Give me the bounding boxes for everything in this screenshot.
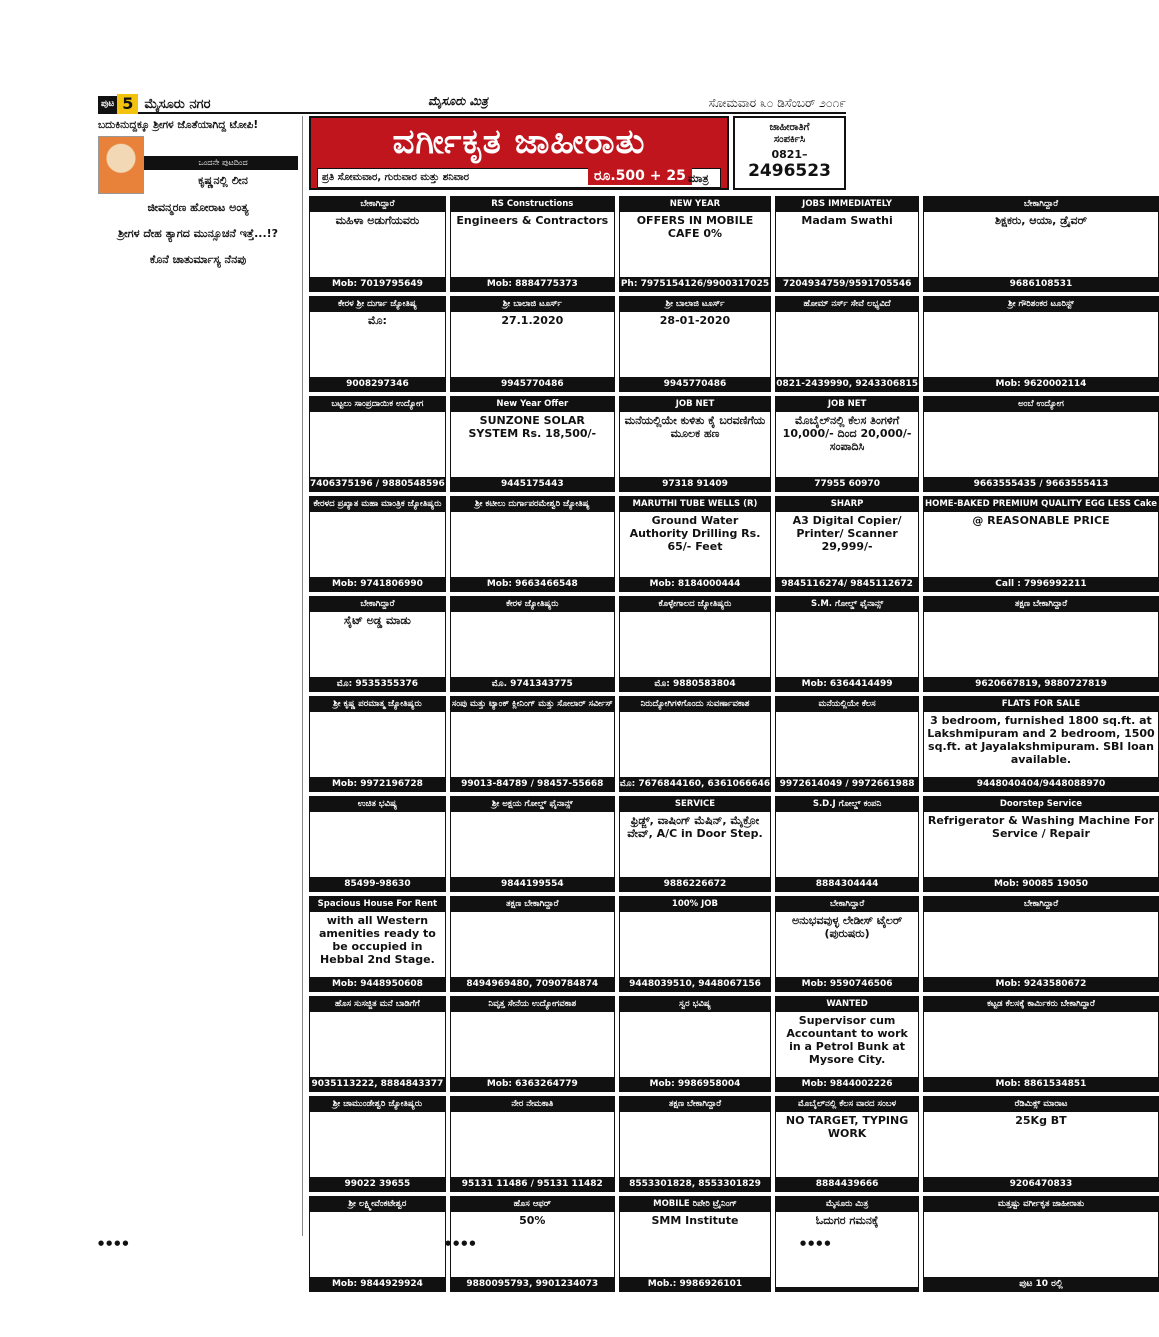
ad-body — [451, 912, 614, 977]
color-dots: ●●●● — [800, 1239, 833, 1247]
banner-strip — [317, 168, 721, 188]
classified-ad — [923, 296, 1159, 392]
ad-phone: Mob: 8884775373 — [451, 277, 614, 291]
classified-ad — [775, 396, 919, 492]
classified-ad — [923, 496, 1159, 592]
ad-title: MOBILE ರಿಪೇರಿ ಟ್ರೈನಿಂಗ್ — [620, 1197, 770, 1212]
news-headline: ಕೃಷ್ಣನಲ್ಲಿ ಲೀನ — [198, 174, 248, 188]
ad-phone: 9880095793, 9901234073 — [451, 1277, 614, 1291]
classified-ad — [450, 396, 615, 492]
classified-ad — [309, 596, 446, 692]
classified-ad — [309, 196, 446, 292]
ad-title: ಮೊಬೈಲ್‌ನಲ್ಲಿ ಕೆಲಸ ವಾರದ ಸಂಬಳ — [776, 1097, 918, 1112]
ads-grid — [309, 196, 1157, 1289]
ad-phone: Mob: 6364414499 — [776, 677, 918, 691]
ad-phone: 9945770486 — [620, 377, 770, 391]
continued-label: ಒಂದನೇ ಪುಟದಿಂದ — [98, 156, 298, 170]
classified-ad — [619, 1196, 771, 1292]
ad-phone: ಮೊ. 9741343775 — [451, 677, 614, 691]
classified-ad — [923, 796, 1159, 892]
ad-body — [310, 312, 445, 377]
color-dots: ●●●● — [445, 1239, 478, 1247]
classified-ad — [619, 196, 771, 292]
classified-ad — [619, 596, 771, 692]
classified-ad — [923, 196, 1159, 292]
classified-ad — [775, 996, 919, 1092]
ad-body — [776, 312, 918, 377]
ad-title: Doorstep Service — [924, 797, 1158, 812]
ad-body — [310, 412, 445, 477]
ad-phone: ಮೊ: 9880583804 — [620, 677, 770, 691]
ad-body — [620, 1112, 770, 1177]
ad-phone: 7406375196 / 9880548596 — [310, 479, 445, 489]
ad-title: ಕಟ್ಟಡ ಕೆಲಸಕ್ಕೆ ಕಾರ್ಮಿಕರು ಬೇಕಾಗಿದ್ದಾರೆ — [924, 997, 1158, 1012]
ad-body — [310, 612, 445, 677]
ad-phone: 95131 11486 / 95131 11482 — [451, 1177, 614, 1191]
ad-subtitle: SMM Institute — [651, 1214, 739, 1227]
ad-body — [620, 412, 770, 477]
ad-title: RS Constructions — [451, 197, 614, 212]
ad-body — [924, 1212, 1158, 1277]
ad-title: ಹೊಸ ಆಫರ್ — [451, 1197, 614, 1212]
ad-subtitle: Supervisor cum Accountant to work in a Petrol Bunk at Mysore City. — [786, 1014, 908, 1066]
classified-ad — [923, 596, 1159, 692]
contact-line1: ಜಾಹೀರಾತಿಗೆ — [769, 122, 810, 133]
contact-phone: 2496523 — [748, 161, 831, 181]
ad-body — [620, 812, 770, 877]
classified-ad — [309, 696, 446, 792]
ad-title: ರೆಡಿಮಿಕ್ಸ್ ಮಾರಾಟ — [924, 1097, 1158, 1112]
ad-body — [620, 912, 770, 977]
ad-subtitle: 25Kg BT — [1015, 1114, 1067, 1127]
ad-phone: Mob: 9590746506 — [776, 977, 918, 991]
classified-ad — [923, 696, 1159, 792]
ad-body — [924, 612, 1158, 677]
classified-ad — [450, 296, 615, 392]
ad-title: JOB NET — [776, 397, 918, 412]
ad-body — [776, 612, 918, 677]
ad-subtitle: Madam Swathi — [801, 214, 893, 227]
ad-phone — [776, 1287, 918, 1291]
ad-body — [776, 1112, 918, 1177]
issue-date: ಸೋಮವಾರ ೩೦ ಡಿಸೆಂಬರ್ ೨೦೧೯ — [708, 96, 846, 110]
ad-title: ಕೇರಳದ ಪ್ರಖ್ಯಾತ ಮಹಾ ಮಾಂತ್ರಿಕ ಜ್ಯೋತಿಷ್ಯರು — [310, 497, 445, 512]
ad-title: Spacious House For Rent — [310, 897, 445, 912]
ad-title: ಶ್ರೀ ಕೃಷ್ಣ ಪರಮಾತ್ಮ ಜ್ಯೋತಿಷ್ಯರು — [310, 697, 445, 712]
classified-ad — [309, 496, 446, 592]
classified-ad — [775, 196, 919, 292]
page-number: 5 — [117, 94, 138, 114]
classified-ad — [619, 796, 771, 892]
classified-ad — [450, 896, 615, 992]
color-dots: ●●●● — [98, 1239, 131, 1247]
ad-subtitle: ಓದುಗರ ಗಮನಕ್ಕೆ — [815, 1214, 879, 1227]
ad-body — [620, 1012, 770, 1077]
ad-body — [776, 1012, 918, 1077]
ad-phone: 99013-84789 / 98457-55668 — [451, 777, 614, 791]
ad-phone: 9686108531 — [924, 277, 1158, 291]
classified-ad — [309, 896, 446, 992]
ad-body — [451, 212, 614, 277]
ad-phone: Mob: 9972196728 — [310, 777, 445, 791]
classified-ad — [923, 1196, 1159, 1292]
ad-subtitle: NO TARGET, TYPING WORK — [785, 1114, 909, 1140]
ad-body — [924, 1112, 1158, 1177]
ad-title: ಸ್ವರ ಭವಿಷ್ಯ — [620, 997, 770, 1012]
classified-ad — [450, 1096, 615, 1192]
classified-ad — [775, 796, 919, 892]
ad-body — [776, 812, 918, 877]
ad-body — [924, 712, 1158, 777]
classified-ad — [309, 1196, 446, 1292]
banner-title: ವರ್ಗೀಕೃತ ಜಾಹೀರಾತು — [392, 122, 646, 162]
ad-body — [620, 1212, 770, 1277]
classified-ad — [619, 296, 771, 392]
ad-phone: ಪುಟ 10 ರಲ್ಲಿ — [924, 1277, 1158, 1291]
ad-phone: Mob: 9243580672 — [924, 977, 1158, 991]
ad-phone: 97318 91409 — [620, 477, 770, 491]
ad-title: ಉಚಿತ ಭವಿಷ್ಯ — [310, 797, 445, 812]
contact-line2: ಸಂಪರ್ಕಿಸಿ — [773, 134, 806, 145]
ad-subtitle: Refrigerator & Washing Machine For Service / Repair — [927, 814, 1155, 840]
ad-phone: Ph: 7975154126/9900317025 — [620, 279, 770, 289]
ad-body — [451, 612, 614, 677]
classified-ad — [775, 596, 919, 692]
ad-subtitle: 50% — [519, 1214, 546, 1227]
masthead: ಮೈಸೂರು ಮಿತ್ರ — [428, 94, 488, 108]
ad-title: ಶ್ರೀ ಲಕ್ಷ್ಮೀವೆಂಕಟೇಶ್ವರ — [310, 1197, 445, 1212]
ad-phone: 9972614049 / 9972661988 — [776, 777, 918, 791]
ad-phone: 77955 60970 — [776, 477, 918, 491]
classified-ad — [923, 896, 1159, 992]
ad-phone: 9445175443 — [451, 477, 614, 491]
ad-title: JOBS IMMEDIATELY — [776, 197, 918, 212]
ad-subtitle: ಶಿಕ್ಷಕರು, ಆಯಾ, ಡ್ರೈವರ್ — [994, 214, 1087, 227]
ad-body — [776, 512, 918, 577]
ad-title: New Year Offer — [451, 397, 614, 412]
ad-title: ಸಂಪು ಮತ್ತು ಟ್ಯಾಂಕ್ ಕ್ಲೀನಿಂಗ್ ಮತ್ತು ಸೋಲಾರ್ ಸರ್ವೀಸ್ — [451, 697, 614, 712]
ad-title: ನಿರುದ್ಯೋಗಿಗಳಿಗೊಂದು ಸುವರ್ಣಾವಕಾಶ — [620, 697, 770, 712]
ad-body — [776, 212, 918, 277]
ad-body — [924, 1012, 1158, 1077]
ad-body — [310, 1212, 445, 1277]
ad-phone: 8884304444 — [776, 877, 918, 891]
classified-ad — [450, 596, 615, 692]
ad-body — [451, 1012, 614, 1077]
classified-ad — [450, 996, 615, 1092]
ad-phone: 85499-98630 — [310, 877, 445, 891]
ad-phone: 8494969480, 7090784874 — [451, 977, 614, 991]
classified-ad — [309, 1096, 446, 1192]
ad-body — [310, 712, 445, 777]
ad-title: ಹೋಮ್ ನರ್ಸ್ ಸೇವೆ ಲಭ್ಯವಿದೆ — [776, 297, 918, 312]
ad-body — [776, 712, 918, 777]
portrait-photo — [98, 136, 144, 194]
ad-title: ಶ್ರೀ ಕಟೀಲು ದುರ್ಗಾಪರಮೇಶ್ವರಿ ಜ್ಯೋತಿಷ್ಯ — [451, 497, 614, 512]
ad-title: ಕೇರಳ ಶ್ರೀ ದುರ್ಗಾ ಜ್ಯೋತಿಷ್ಯ — [310, 297, 445, 312]
ad-title: ನೇರ ನೇಮಕಾತಿ — [451, 1097, 614, 1112]
ad-phone: Mob: 9448950608 — [310, 977, 445, 991]
ad-phone: Mob.: 9986926101 — [620, 1277, 770, 1291]
ad-body — [776, 912, 918, 977]
classified-ad — [309, 296, 446, 392]
ad-subtitle: ಮೊ: — [367, 314, 387, 327]
ad-body — [776, 412, 918, 477]
banner-price-suffix: ಮಾತ್ರ — [688, 172, 709, 185]
ad-phone: 8884439666 — [776, 1177, 918, 1191]
ad-title: ಬೇಕಾಗಿದ್ದಾರೆ — [310, 197, 445, 212]
ad-phone: Mob: 8861534851 — [924, 1077, 1158, 1091]
classified-ad — [619, 496, 771, 592]
ad-phone: 7204934759/9591705546 — [776, 277, 918, 291]
ad-body — [451, 312, 614, 377]
ad-body — [451, 812, 614, 877]
classified-ad — [775, 1096, 919, 1192]
ad-subtitle: Ground Water Authority Drilling Rs. 65/- Feet — [629, 514, 761, 553]
classified-ad — [775, 896, 919, 992]
banner-days: ಪ್ರತಿ ಸೋಮವಾರ, ಗುರುವಾರ ಮತ್ತು ಶನಿವಾರ — [322, 172, 470, 183]
ad-phone: Call : 7996992211 — [924, 577, 1158, 591]
ad-phone: 9035113222, 8884843377 — [311, 1079, 444, 1089]
news-body — [98, 215, 298, 223]
ad-title: ತಕ್ಷಣ ಬೇಕಾಗಿದ್ದಾರೆ — [451, 897, 614, 912]
page-tag — [98, 94, 210, 114]
contact-box — [733, 116, 846, 190]
ad-body — [620, 512, 770, 577]
ad-body — [924, 512, 1158, 577]
classified-ad — [450, 196, 615, 292]
classified-ad — [619, 996, 771, 1092]
ad-phone: ಮೊ: 7676844160, 6361066646 — [619, 779, 771, 789]
ad-subtitle: ಮೊಬೈಲ್‌ನಲ್ಲಿ ಕೆಲಸ ತಿಂಗಳಿಗೆ 10,000/- ದಿಂದ 20,000/- ಸಂಪಾದಿಸಿ — [782, 414, 912, 453]
ad-phone: 9945770486 — [451, 377, 614, 391]
ad-body — [620, 712, 770, 777]
ad-title: ಮೈಸೂರು ಮಿತ್ರ — [776, 1197, 918, 1212]
ad-title: ಕೊಳ್ಳೇಗಾಲದ ಜ್ಯೋತಿಷ್ಯರು — [620, 597, 770, 612]
ad-title: ತಕ್ಷಣ ಬೇಕಾಗಿದ್ದಾರೆ — [924, 597, 1158, 612]
news-column — [98, 116, 303, 1236]
ad-title: ಬೇಕಾಗಿದ್ದಾರೆ — [776, 897, 918, 912]
ad-phone: Mob: 9741806990 — [310, 577, 445, 591]
ad-subtitle: ಮನೆಯಲ್ಲಿಯೇ ಕುಳಿತು ಕೈ ಬರವಣಿಗೆಯ ಮೂಲಕ ಹಣ — [624, 414, 766, 440]
ad-body — [620, 612, 770, 677]
section-title: ಮೈಸೂರು ನಗರ — [144, 96, 211, 112]
ad-phone: 9448040404/9448088970 — [924, 777, 1158, 791]
ad-phone: Mob: 9663466548 — [451, 577, 614, 591]
ad-title: ನಿವೃತ್ತ ಸೇನೆಯ ಉದ್ಯೋಗವಕಾಶ — [451, 997, 614, 1012]
classified-ad — [619, 1096, 771, 1192]
ad-phone: 0821-2439990, 9243306815 — [776, 379, 918, 389]
classifieds-section — [309, 116, 1157, 1289]
ad-title: ಶ್ರೀ ಗೌರಿಶಂಕರ ಟೂರಿಸ್ಟ್ — [924, 297, 1158, 312]
ad-subtitle: with all Western amenities ready to be occupied in Hebbal 2nd Stage. — [319, 914, 436, 966]
ad-title: MARUTHI TUBE WELLS (R) — [620, 497, 770, 512]
ad-body — [924, 312, 1158, 377]
ad-title: ಅಂಬೆ ಉದ್ಯೋಗ — [924, 397, 1158, 412]
ad-body — [310, 812, 445, 877]
classified-ad — [775, 696, 919, 792]
ad-body — [924, 912, 1158, 977]
ad-title: SERVICE — [620, 797, 770, 812]
ad-title: ಹೊಸ ಸುಸಜ್ಜಿತ ಮನೆ ಬಾಡಿಗೆಗೆ — [310, 997, 445, 1012]
classified-ad — [619, 396, 771, 492]
ad-subtitle: 28-01-2020 — [659, 314, 731, 327]
ad-body — [310, 912, 445, 977]
ad-phone: ಮೊ: 9535355376 — [310, 677, 445, 691]
ad-phone: Mob: 9986958004 — [620, 1077, 770, 1091]
ad-body — [924, 412, 1158, 477]
ad-subtitle: ಫ್ರಿಡ್ಜ್, ವಾಷಿಂಗ್ ಮೆಷಿನ್, ಮೈಕ್ರೋ ವೇವ್, A/C in Door Step. — [627, 814, 763, 840]
ad-body — [451, 512, 614, 577]
classified-ad — [619, 896, 771, 992]
ad-title: ಬಟ್ಟಲು ಸಾಂಪ್ರದಾಯಿಕ ಉದ್ಯೋಗ — [310, 397, 445, 412]
news-headline: ಬದುಕಿನುದ್ದಕ್ಕೂ ಶ್ರೀಗಳ ಜೊತೆಯಾಗಿದ್ದ ಟೋಪಿ! — [98, 119, 259, 131]
ad-phone: 9206470833 — [924, 1177, 1158, 1191]
ad-title: S.D.J ಗೋಲ್ಡ್ ಕಂಪನಿ — [776, 797, 918, 812]
ad-title: ಶ್ರೀ ಅಕ್ಷಯ ಗೋಲ್ಡ್ ಫೈನಾನ್ಸ್ — [451, 797, 614, 812]
ad-phone: Mob: 7019795649 — [310, 277, 445, 291]
classified-ad — [450, 696, 615, 792]
ad-title: 100% JOB — [620, 897, 770, 912]
page-label: ಪುಟ — [98, 96, 117, 112]
ad-phone: Mob: 6363264779 — [451, 1077, 614, 1091]
ad-title: ಕೇರಳ ಜ್ಯೋತಿಷ್ಯರು — [451, 597, 614, 612]
classified-ad — [309, 996, 446, 1092]
news-headline: ಕೊನೆ ಚಾತುರ್ಮಾಸ್ಯ ನೆನಪು — [149, 253, 247, 267]
ad-subtitle: ಅನುಭವವುಳ್ಳ ಲೇಡೀಸ್ ಟೈಲರ್ (ಪುರುಷರು) — [791, 914, 903, 940]
ad-phone: 8553301828, 8553301829 — [620, 1177, 770, 1191]
ad-body — [310, 1112, 445, 1177]
classified-ad — [309, 396, 446, 492]
classified-ad — [923, 396, 1159, 492]
classified-ad — [923, 1096, 1159, 1192]
news-headline: ಶ್ರೀಗಳ ದೇಹ ತ್ಯಾಗದ ಮುನ್ಸೂಚನೆ ಇತ್ತೆ...!? — [117, 226, 279, 240]
ad-title: ಬೇಕಾಗಿದ್ದಾರೆ — [310, 597, 445, 612]
classified-ad — [309, 796, 446, 892]
ad-phone: 99022 39655 — [310, 1177, 445, 1191]
classified-ad — [775, 296, 919, 392]
classified-ad — [450, 496, 615, 592]
ad-body — [451, 1112, 614, 1177]
classified-ad — [450, 796, 615, 892]
ad-title: ಬೇಕಾಗಿದ್ದಾರೆ — [924, 897, 1158, 912]
ad-phone: 9886226672 — [620, 877, 770, 891]
ad-body — [776, 1212, 918, 1287]
classified-ad — [923, 996, 1159, 1092]
ad-phone: 9620667819, 9880727819 — [924, 677, 1158, 691]
ad-body — [924, 212, 1158, 277]
ad-title: ತಕ್ಷಣ ಬೇಕಾಗಿದ್ದಾರೆ — [620, 1097, 770, 1112]
news-body — [98, 241, 298, 249]
ad-title: ಮತ್ತಷ್ಟು ವರ್ಗೀಕೃತ ಜಾಹೀರಾತು — [924, 1197, 1158, 1212]
ad-subtitle: ಮಹಿಳಾ ಅಡುಗೆಯವರು — [335, 214, 420, 227]
ad-title: FLATS FOR SALE — [924, 697, 1158, 712]
ad-phone: Mob: 9620002114 — [924, 377, 1158, 391]
contact-line3: 0821– — [771, 148, 808, 161]
ad-title: SHARP — [776, 497, 918, 512]
ad-title: S.M. ಗೋಲ್ಡ್ ಫೈನಾನ್ಸ್ — [776, 597, 918, 612]
ad-title: ಶ್ರೀ ಬಾಲಾಜಿ ಟೂರ್ಸ್ — [620, 297, 770, 312]
ad-body — [924, 812, 1158, 877]
ad-title: ಮನೆಯಲ್ಲಿಯೇ ಕೆಲಸ — [776, 697, 918, 712]
ad-phone: 9448039510, 9448067156 — [620, 977, 770, 991]
ad-subtitle: 3 bedroom, furnished 1800 sq.ft. at Lakshmipuram and 2 bedroom, 1500 sq.ft. at Jayalakshmipuram. SBI loan available. — [927, 714, 1155, 766]
classified-ad — [775, 1196, 919, 1292]
ad-body — [451, 712, 614, 777]
ad-subtitle: @ REASONABLE PRICE — [972, 514, 1110, 527]
ad-phone: 9844199554 — [451, 877, 614, 891]
ad-title: ಶ್ರೀ ಬಾಲಾಜಿ ಟೂರ್ಸ್ — [451, 297, 614, 312]
ad-body — [310, 1012, 445, 1077]
ad-title: ಬೇಕಾಗಿದ್ದಾರೆ — [924, 197, 1158, 212]
ad-title: WANTED — [776, 997, 918, 1012]
ad-body — [620, 312, 770, 377]
ad-title: HOME-BAKED PREMIUM QUALITY EGG LESS Cake — [924, 497, 1158, 512]
classifieds-banner — [309, 116, 729, 190]
banner-price: ರೂ.500 + 25 — [588, 167, 692, 185]
page-header — [98, 94, 846, 114]
ad-subtitle: 27.1.2020 — [501, 314, 564, 327]
ad-phone: Mob: 90085 19050 — [924, 877, 1158, 891]
ad-title: ಶ್ರೀ ಚಾಮುಂಡೇಶ್ವರಿ ಜ್ಯೋತಿಷ್ಯರು — [310, 1097, 445, 1112]
ad-subtitle: Engineers & Contractors — [456, 214, 609, 227]
ad-title: JOB NET — [620, 397, 770, 412]
ad-phone: Mob: 8184000444 — [620, 577, 770, 591]
ad-phone: Mob: 9844929924 — [310, 1277, 445, 1291]
news-headline: ಜೀವನ್ಮರಣ ಹೋರಾಟ ಅಂತ್ಯ — [147, 200, 249, 214]
ad-body — [310, 212, 445, 277]
ad-body — [620, 212, 770, 277]
ad-subtitle: OFFERS IN MOBILE CAFE 0% — [636, 214, 754, 240]
ad-phone: Mob: 9844002226 — [776, 1077, 918, 1091]
ad-subtitle: ಸೈಟ್ ಅಡ್ಡ ಮಾಡು — [343, 614, 411, 627]
ad-body — [451, 412, 614, 477]
ad-body — [310, 512, 445, 577]
ad-subtitle: SUNZONE SOLAR SYSTEM Rs. 18,500/- — [468, 414, 597, 440]
classified-ad — [619, 696, 771, 792]
ad-title: NEW YEAR — [620, 197, 770, 212]
ad-subtitle: A3 Digital Copier/ Printer/ Scanner 29,999/- — [792, 514, 902, 553]
ad-phone: 9008297346 — [310, 377, 445, 391]
ad-phone: 9845116274/ 9845112672 — [776, 577, 918, 591]
classified-ad — [775, 496, 919, 592]
ad-phone: 9663555435 / 9663555413 — [924, 477, 1158, 491]
news-body — [98, 267, 298, 275]
